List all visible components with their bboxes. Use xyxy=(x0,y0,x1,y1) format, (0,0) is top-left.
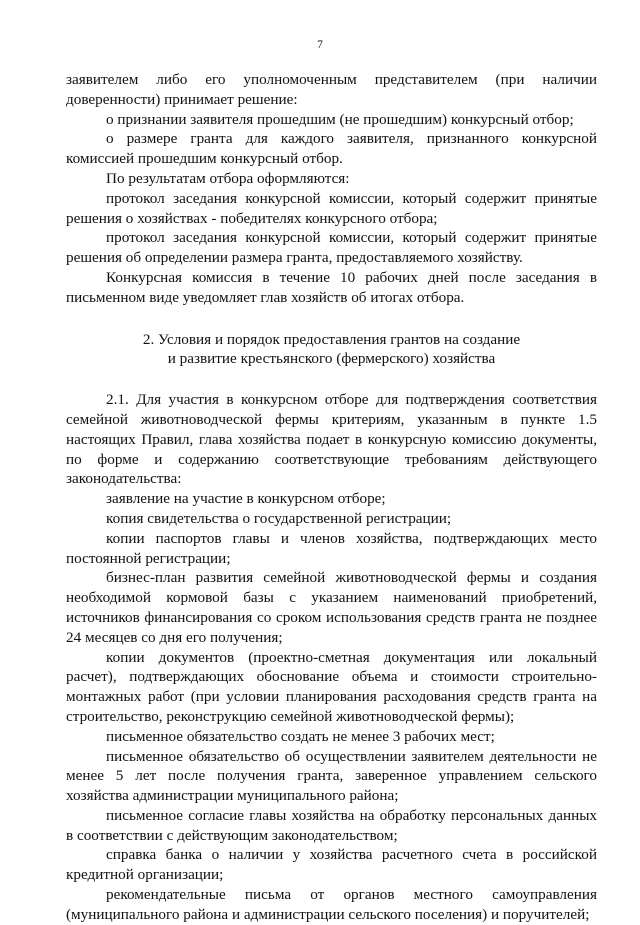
paragraph: о признании заявителя прошедшим (не прошедшим) конкурсный отбор; xyxy=(106,110,574,128)
paragraph: 2.1. Для участия в конкурсном отборе для подтверждения соответствия семейной животноводческой фермы критериям, указанным в пункте 1.5 настоящих Правил, глава хозяйства подает в конкурсную комиссию документы, по форме и содержанию соответствующие требованиям действующего законодательства: xyxy=(66,391,597,488)
paragraph: протокол заседания конкурсной комиссии, который содержит принятые решения об определении размера гранта, предоставляемого хозяйству. xyxy=(66,229,597,267)
section-heading-line: 2. Условия и порядок предоставления грантов на создание xyxy=(142,330,521,348)
list-item: справка банка о наличии у хозяйства расчетного счета в российской кредитной организации; xyxy=(66,846,597,884)
list-item: письменное согласие главы хозяйства на обработку персональных данных в соответствии с действующим законодательством; xyxy=(66,806,597,844)
paragraph: Конкурсная комиссия в течение 10 рабочих дней после заседания в письменном виде уведомляет глав хозяйств об итогах отбора. xyxy=(66,268,597,306)
list-item: рекомендательные письма от органов местного самоуправления (муниципального района и администрации сельского поселения) и поручителей; xyxy=(66,886,597,923)
page-number: 7 xyxy=(317,39,323,51)
section-heading-line: и развитие крестьянского (фермерского) хозяйства xyxy=(167,350,496,368)
section-heading xyxy=(66,330,597,370)
list-item: копии документов (проектно-сметная документация или локальный расчет), подтверждающих обоснование объема и стоимости строительно-монтажных работ (при условии планирования расходования средств гранта на строительство, реконструкцию семейной животноводческой фермы); xyxy=(66,648,597,725)
paragraph: заявителем либо его уполномоченным представителем (при наличии доверенности) принимает решение: xyxy=(66,71,597,108)
paragraph: По результатам отбора оформляются: xyxy=(106,169,350,187)
paragraph: о размере гранта для каждого заявителя, признанного конкурсной комиссией прошедшим конкурсный отбор. xyxy=(66,130,597,168)
paragraph: протокол заседания конкурсной комиссии, который содержит принятые решения о хозяйствах - победителях конкурсного отбора; xyxy=(66,189,597,227)
list-item: копия свидетельства о государственной регистрации; xyxy=(106,509,452,527)
list-item: бизнес-план развития семейной животноводческой фермы и создания необходимой кормовой базы с указанием наименований приобретений, источников финансирования со сроком использования средств гранта не позднее 24 месяцев со дня его получения; xyxy=(66,569,597,646)
list-item: копии паспортов главы и членов хозяйства, подтверждающих место постоянной регистрации; xyxy=(66,529,597,567)
list-item: письменное обязательство об осуществлении заявителем деятельности не менее 5 лет после получения гранта, заверенное управлением сельского хозяйства администрации муниципального района; xyxy=(66,747,597,805)
document-body xyxy=(66,70,597,925)
list-item: письменное обязательство создать не менее 3 рабочих мест; xyxy=(106,727,495,745)
list-item: заявление на участие в конкурсном отборе; xyxy=(106,490,386,508)
